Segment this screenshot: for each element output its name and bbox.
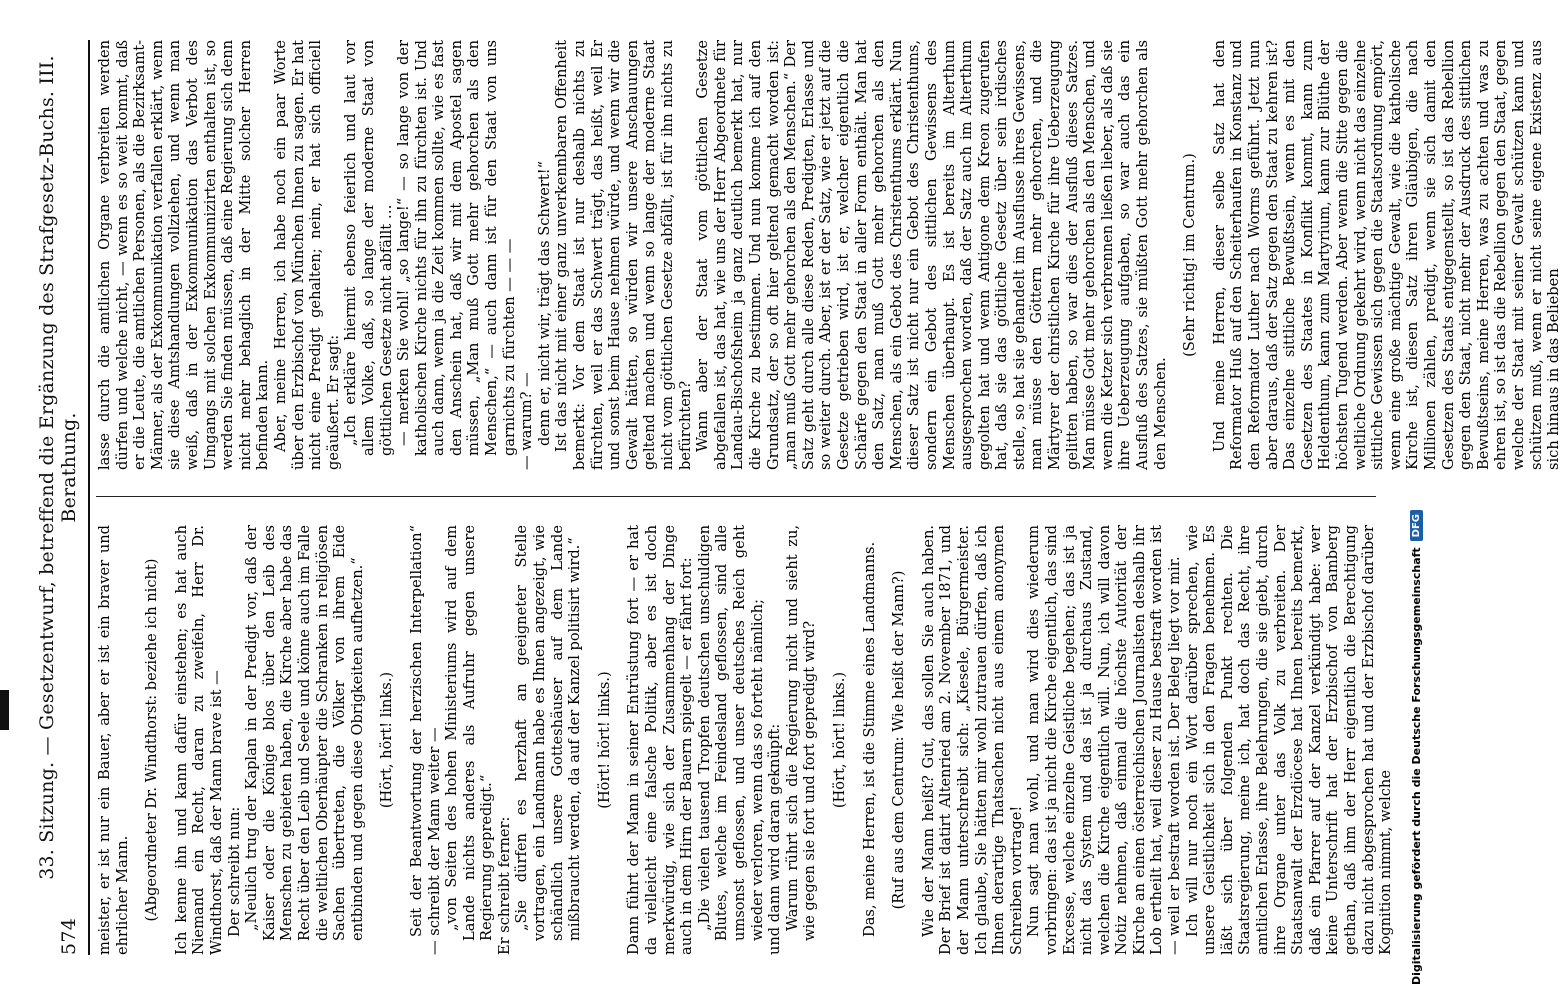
- paragraph: — merken Sie wohl! „so lange!“ — so lange von der katholischen Kirche nichts für ihn zu fürchten ist. Und auch dann, wenn ja die Zeit kommen sollte, wie es fast den Anschein hat, daß wir mit dem Apostel sagen müssen, „Man muß Gott mehr gehorchen als den Menschen,“ — auch dann ist für den Staat von uns garnichts zu fürchten — — —: [395, 40, 518, 456]
- paragraph: Dann führt der Mann in seiner Entrüstung fort — er hat da vielleicht eine falsche Politik, aber es ist doch merkwürdig, wie sich der Zusammenhang der Dinge auch in dem Hirn der Bauern spiegelt — er fährt fort:: [625, 525, 696, 955]
- column-divider: [96, 496, 1376, 497]
- paragraph: Nun sagt man wohl, und man wird dies wiederum vorbringen: das ist ja nicht die Kirche eigentlich, das sind Excesse, welche einzelne Geistliche begehen; das ist ja nicht das System und das ist ja durchaus Zustand, welchen die Kirche eigentlich will. Nun, ich will davon Notiz nehmen, daß einmal die höchste Autorität der Kirche an einen österreichischen Journalisten deshalb ihr Lob ertheilt hat, weil dieser zu Hause bestraft worden ist — weil er bestraft worden ist. Der Beleg liegt vor mir.: [1025, 525, 1184, 955]
- page-title: 33. Sitzung. — Gesetzentwurf, betreffend die Ergänzung des Strafgesetz-Buchs. III. Berathung.: [36, 55, 80, 880]
- paragraph: Wann aber der Staat vom göttlichen Gesetze abgefallen ist, das hat, wie uns der Herr Abgeordnete für Landau-Bischofsheim ja ganz deutlich bemerkt hat, nur die Kirche zu bestimmen. Und nun komme ich auf den Grundsatz, der so oft hier geltend gemacht worden ist: „man muß Gott mehr gehorchen als den Menschen.“ Der Satz geht durch alle diese Reden, Predigten, Erlasse und so weiter durch. Aber, ist er der Satz, wie er jetzt auf die Gesetze getrieben wird, ist er, welcher eigentlich die Schärfe gegen den Staat in aller Form enthält. Man hat den Satz, man muß Gott mehr gehorchen als den Menschen, als ein Gebot des Christenthums erklärt. Nun dieser Satz ist nicht nur ein Gebot des Christenthums, sondern ein Gebot des sittlichen Gewissens des Menschen überhaupt. Es ist bereits im Alterthum ausgesprochen worden, daß der Satz auch im Alterthum gegolten hat und wenn Antigone dem Kreon zugerufen hat, daß sie das göttliche Gesetz über sein irdisches stelle, so hat sie gehandelt im Ausflusse ihres Gewissens, man müsse den Göttern mehr gehorchen, und die Märtyrer der christlichen Kirche für ihre Ueberzeugung gelitten haben, so war dies der Ausfluß dieses Satzes. Man müsse Gott mehr gehorchen als den Menschen, und wenn die Ketzer sich verbrennen ließen lieber, als daß sie ihre Ueberzeugung aufgaben, so war auch das ein Ausfluß des Satzes, sie müßten Gott mehr gehorchen als den Menschen.: [694, 40, 1169, 470]
- right-column: [96, 40, 1563, 470]
- paragraph: „Sie dürfen es herzhaft an geeigneter Stelle vortragen, ein Landmann habe es Ihnen angezeigt, wie schändlich unsere Gotteshäuser auf dem Lande mißbraucht werden, da auf der Kanzel politisirt wird.“: [513, 525, 584, 941]
- paragraph: Warum rührt sich die Regierung nicht und sieht zu, wie gegen sie fort und fort gepredigt wird?: [783, 525, 819, 941]
- paragraph: Wie der Mann heißt? Gut, das sollen Sie auch haben. Der Brief ist datirt Altenried am 2. November 1871, und der Mann unterschreibt sich: „Kiesele, Bürgermeister. Ich glaube, Sie hätten mir wohl zutrauen dürfen, daß ich Ihnen derartige Thatsachen nicht aus einem anonymen Schreiben vortrage!: [919, 525, 1025, 955]
- paragraph: Und meine Herren, dieser selbe Satz hat den Reformator Huß auf den Scheiterhaufen in Konstanz und den Reformator Luther nach Worms geführt. Jetzt nun aber daraus, daß der Satz gegen den Staat zu kehren ist? Das einzelne sittliche Bewußtsein, wenn es mit den Gesetzen des Staates in Konflikt kommt, kann zum Heldenthum, kann zum Martyrium, kann zur Blüthe der höchsten Tugend werden. Aber wenn die Sitte gegen die weltliche Ordnung gekehrt wird, wenn nicht das einzelne sittliche Gewissen sich gegen die Staatsordnung empört, wenn eine große mächtige Gewalt, wie die katholische Kirche ist, diesen Satz ihren Gläubigen, die nach Millionen zählen, predigt, wenn sie sich damit den Gesetzen des Staats entgegenstellt, so ist das Rebellion gegen den Staat, nicht mehr der Ausdruck des sittlichen Bewußtseins, meine Herren, was zu achten und was zu ehren ist, so ist das die Rebellion gegen den Staat, gegen welche der Staat mit seiner Gewalt schützen kann und schützen muß, wenn er nicht seine eigene Existenz aus sich hinaus in das Belieben: [1210, 40, 1563, 470]
- paragraph: Aber, meine Herren, ich habe noch ein paar Worte über den Erzbischof von München Ihnen zu sagen. Er hat nicht eine Predigt gehalten; nein, er hat sich officiell geäußert. Er sagt:: [271, 40, 342, 470]
- header-rule: [88, 40, 90, 955]
- scan-margin-mark: [0, 690, 9, 730]
- page-number: 574: [58, 917, 80, 955]
- interjection: (Ruf aus dem Centrum: Wie heißt der Mann?): [890, 570, 908, 910]
- interjection: (Hört! hört! links.): [595, 671, 613, 809]
- paragraph: Ist das nicht mit einer ganz unverkennbaren Offenheit bemerkt: Vor dem Staat ist nur deshalb nichts zu fürchten, weil er das Schwert trägt, das heißt, weil Er und sonst beim Hause nehmen würde, und wenn wir die Gewalt hätten, so würden wir unsere Anschauungen geltend machen und wenn so lange der moderne Staat nicht vom göttlichen Gesetze abfällt, ist für ihn nichts zu befürchten?: [553, 40, 694, 470]
- paragraph: „Neulich trug der Kaplan in der Predigt vor, daß der Kaiser oder die Könige blos über den Leib des Menschen zu gebieten haben, die Kirche aber habe das Recht über den Leib und Seele und könne auch im Falle die weltlichen Oberhäupter die Schranken in religiösen Sachen übertreten, die Völker von ihrem Eide entbinden und gegen diese Obrigkeiten aufhetzen.“: [243, 525, 366, 941]
- paragraph: meister, er ist nur ein Bauer, aber er ist ein braver und ehrlicher Mann.: [96, 525, 131, 955]
- paragraph: Er schreibt ferner:: [495, 816, 513, 955]
- paragraph: Der schreibt nun:: [225, 806, 243, 937]
- paragraph: „Die vielen tausend Tropfen deutschen unschuldigen Blutes, welche im Feindesland geflossen, sind alle umsonst geflossen, und unser deutsches Reich geht wieder verloren, wenn das so forteht nämlich;: [695, 525, 766, 941]
- page-header: [36, 40, 80, 955]
- credit-text: Digitalisierung gefördert durch die Deutsche Forschungsgemeinschaft: [1409, 547, 1423, 985]
- paragraph: lasse durch die amtlichen Organe verbreiten werden dürfen und welche nicht, — wenn es so weit kommt, daß er die Leute, die amtlichen Personen, als die Bezirksamt-Männer, als der Exkommunikation verfallen erklärt, wenn sie diese Amtshandlungen vollziehen, und wenn man weiß, daß in der Exkommunikation das Verbot des Umgangs mit solchen Exkommunizirten enthalten ist, so werden Sie finden müssen, daß eine Regierung sich denn nicht mehr behaglich in der Mitte solcher Herren befinden kann.: [96, 40, 272, 470]
- digitization-credit: [1405, 5, 1427, 985]
- paragraph: Seit der Beantwortung der herzischen Interpellation“ — schreibt der Mann weiter —: [407, 525, 443, 955]
- paragraph: Das, meine Herren, ist die Stimme eines Landmanns.: [860, 541, 878, 937]
- interjection: (Hört, hört! links.): [378, 671, 396, 809]
- paragraph: denn er, nicht wir, trägt das Schwert!“: [535, 160, 553, 446]
- left-column: [96, 525, 1395, 955]
- paragraph: Ich will nur noch ein Wort darüber sprechen, wie unsere Geistlichkeit sich in den Fragen benehmen. Es läßt sich über folgenden Punkt rechten. Die Staatsregierung, meine ich, hat doch das Recht, ihre amtlichen Erlasse, ihre Belehrungen, die sie giebt, durch ihre Organe unter das Volk zu verbreiten. Der Staatsanwalt der Erzdiöcese hat Ihnen bereits bemerkt, daß ein Pfarrer auf der Kanzel verkündigt habe: wer keine Unterschrift hat der Erzbischof von Bamberg gethan, daß ihm der Herr eigentlich die Berechtigung dazu nicht abgesprochen hat und der Erzbischof darüber Kognition nimmt, welche: [1183, 525, 1395, 955]
- dfg-logo: DFG: [1410, 510, 1423, 541]
- paragraph: Ich kenne ihn und kann dafür einstehen; es hat auch Niemand ein Recht, daran zu zweifeln, Herr Dr. Windthorst, daß der Mann brave ist —: [172, 525, 225, 955]
- interjection: (Abgeordneter Dr. Windthorst: beziehe ich nicht): [143, 558, 161, 922]
- paragraph: und dann wird daran geknüpft:: [766, 723, 784, 955]
- paragraph: — warum? —: [518, 372, 536, 470]
- paragraph: „von Seiten des hohen Ministeriums wird auf dem Lande nichts anderes als Aufruhr gegen unsere Regierung gepredigt.“: [443, 525, 496, 941]
- paragraph: „Ich erkläre hiermit ebenso feierlich und laut vor allem Volke, daß, so lange der moderne Staat von göttlichen Gesetze nicht abfällt …: [342, 40, 395, 456]
- interjection: (Sehr richtig! im Centrum.): [1181, 153, 1199, 357]
- interjection: (Hört, hört! links.): [830, 671, 848, 809]
